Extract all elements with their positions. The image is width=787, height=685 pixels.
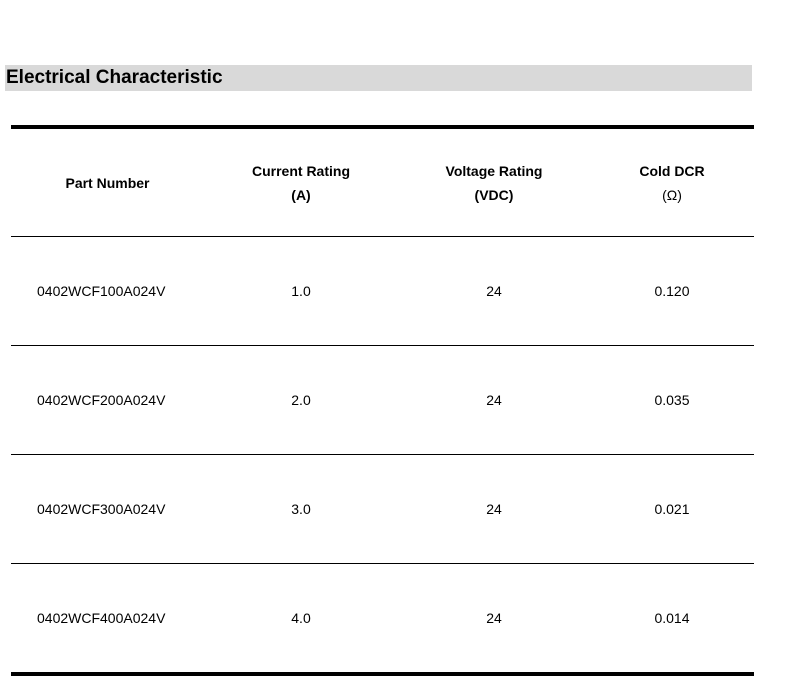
header-voltage-rating-label: Voltage Rating bbox=[445, 162, 543, 179]
header-voltage-rating-unit: (VDC) bbox=[474, 186, 514, 203]
cell-cold-dcr: 0.120 bbox=[654, 283, 690, 299]
table-row bbox=[11, 237, 754, 345]
header-cold-dcr-label: Cold DCR bbox=[639, 162, 705, 179]
section-title: Electrical Characteristic bbox=[6, 67, 223, 88]
section-header-bar bbox=[5, 65, 752, 91]
header-cold-dcr bbox=[572, 159, 772, 207]
cell-part-number: 0402WCF200A024V bbox=[37, 392, 166, 408]
cell-cold-dcr: 0.035 bbox=[654, 392, 690, 408]
cell-cold-dcr: 0.014 bbox=[654, 610, 690, 626]
cell-voltage-rating: 24 bbox=[486, 501, 502, 517]
header-current-rating-unit: (A) bbox=[291, 186, 311, 203]
cell-current-rating: 4.0 bbox=[291, 610, 311, 626]
electrical-characteristics-table bbox=[11, 125, 754, 676]
cell-current-rating: 2.0 bbox=[291, 392, 311, 408]
cell-current-rating: 3.0 bbox=[291, 501, 311, 517]
cell-part-number: 0402WCF400A024V bbox=[37, 610, 166, 626]
header-voltage-rating bbox=[394, 159, 594, 207]
cell-voltage-rating: 24 bbox=[486, 392, 502, 408]
table-header-row bbox=[11, 129, 754, 236]
cell-voltage-rating: 24 bbox=[486, 283, 502, 299]
header-part-number-label: Part Number bbox=[65, 174, 150, 191]
header-current-rating bbox=[201, 159, 401, 207]
table-row bbox=[11, 564, 754, 672]
cell-part-number: 0402WCF300A024V bbox=[37, 501, 166, 517]
header-part-number bbox=[11, 171, 204, 195]
table-bottom-rule bbox=[11, 672, 754, 676]
cell-current-rating: 1.0 bbox=[291, 283, 311, 299]
header-current-rating-label: Current Rating bbox=[252, 162, 350, 179]
cell-cold-dcr: 0.021 bbox=[654, 501, 690, 517]
cell-part-number: 0402WCF100A024V bbox=[37, 283, 166, 299]
table-row bbox=[11, 455, 754, 563]
cell-voltage-rating: 24 bbox=[486, 610, 502, 626]
header-cold-dcr-unit: (Ω) bbox=[662, 186, 682, 203]
table-row bbox=[11, 346, 754, 454]
